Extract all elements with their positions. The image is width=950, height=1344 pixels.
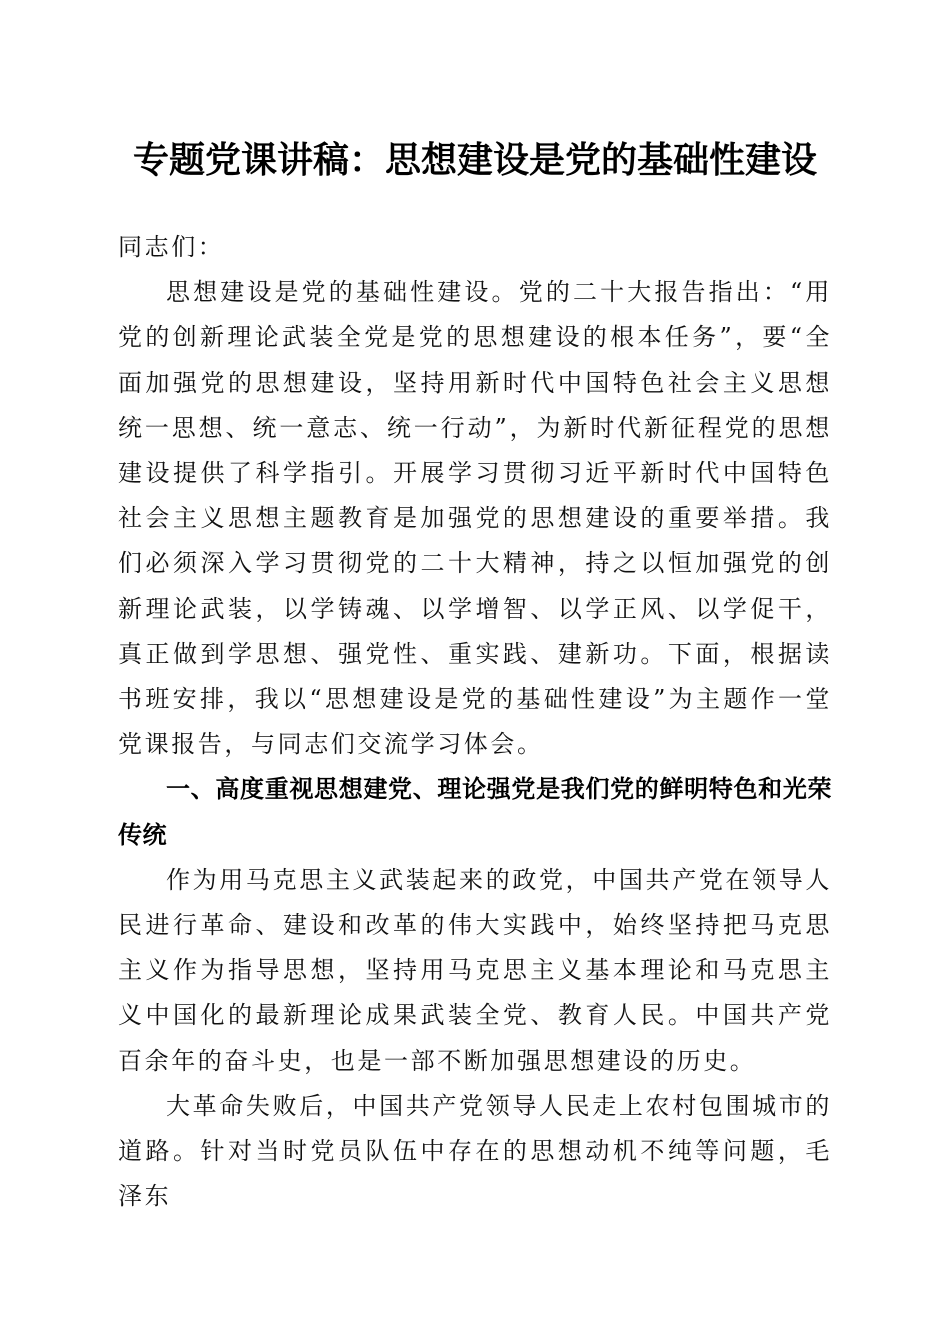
section-paragraph: 作为用马克思主义武装起来的政党，中国共产党在领导人民进行革命、建设和改革的伟大实践中，始终坚持把马克思主义作为指导思想，坚持用马克思主义基本理论和马克思主义中国化的最新理论成果武装全党、教育人民。中国共产党百余年的奋斗史，也是一部不断加强思想建设的历史。 <box>118 865 832 1075</box>
document-title: 专题党课讲稿：思想建设是党的基础性建设 <box>132 139 817 181</box>
section-heading: 一、高度重视思想建党、理论强党是我们党的鲜明特色和光荣传统 <box>118 775 832 849</box>
intro-paragraph: 思想建设是党的基础性建设。党的二十大报告指出：“用党的创新理论武装全党是党的思想建设的根本任务”，要“全面加强党的思想建设，坚持用新时代中国特色社会主义思想统一思想、统一意志、统一行动”，为新时代新征程党的思想建设提供了科学指引。开展学习贯彻习近平新时代中国特色社会主义思想主题教育是加强党的思想建设的重要举措。我们必须深入学习贯彻党的二十大精神，持之以恒加强党的创新理论武装，以学铸魂、以学增智、以学正风、以学促干，真正做到学思想、强党性、重实践、建新功。下面，根据读书班安排，我以“思想建设是党的基础性建设”为主题作一堂党课报告，与同志们交流学习体会。 <box>118 278 832 759</box>
section-paragraph: 大革命失败后，中国共产党领导人民走上农村包围城市的道路。针对当时党员队伍中存在的思想动机不纯等问题，毛泽东 <box>118 1091 832 1211</box>
salutation: 同志们： <box>118 233 225 261</box>
document-body <box>118 225 832 1219</box>
